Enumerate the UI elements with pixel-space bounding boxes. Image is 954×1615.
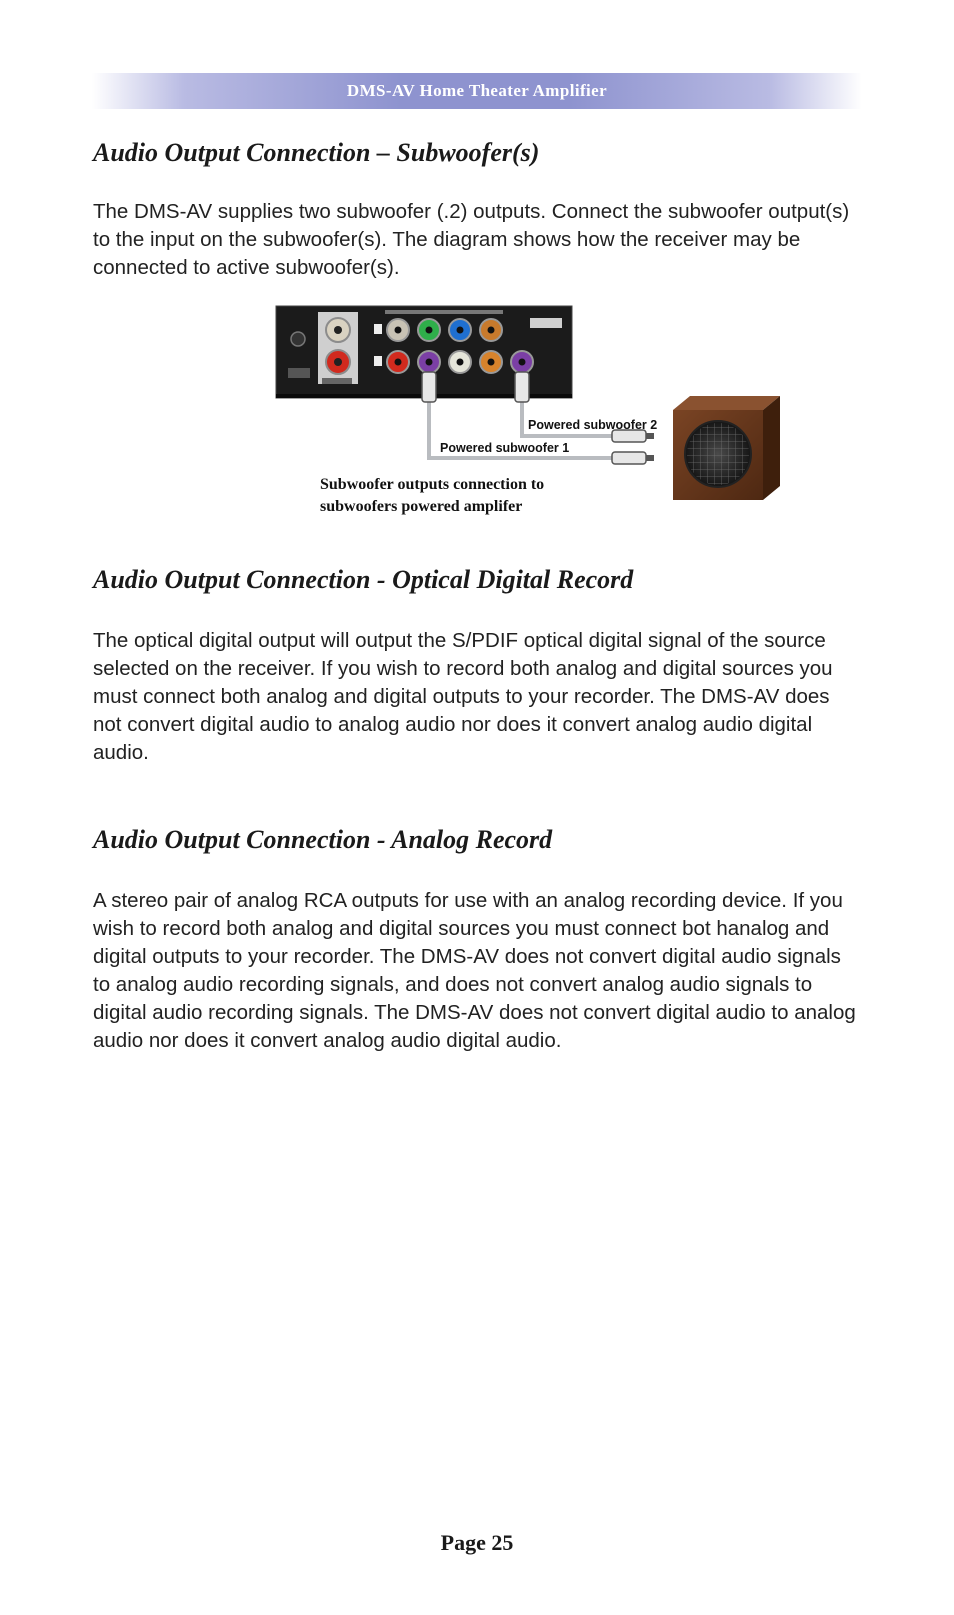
subwoofer-speaker [673,396,780,500]
cabinet-side [763,396,780,500]
panel-label-setup [288,368,310,378]
ground-screw [291,332,305,346]
section-body-subwoofer: The DMS-AV supplies two subwoofer (.2) outputs. Connect the subwoofer output(s) to the input on the subwoofer(s). The diagram shows how the receiver may be connected to active subwoofer(s). [93,200,850,279]
cabinet-top [673,396,780,410]
panel-badge [530,318,562,328]
jack-center-4 [488,327,495,334]
plug-sub2-tip [646,433,654,439]
indicator-box-1 [374,324,382,334]
jack-center-9 [519,359,526,366]
rca-jack-white-center [334,326,342,334]
plug-sub1-receiver [422,372,436,402]
section-title-subwoofer: Audio Output Connection – Subwoofer(s) [93,138,540,167]
section-title-optical: Audio Output Connection - Optical Digital Record [93,565,634,594]
panel-label-rec [322,378,352,384]
plug-sub2-receiver [515,372,529,402]
plug-sub1-end [612,452,646,464]
subwoofer-connection-diagram [0,0,954,530]
jack-center-6 [426,359,433,366]
section-body-optical: The optical digital output will output the S/PDIF optical digital signal of the source selected on the receiver. If you wish to record both analog and digital sources you must connect both analog and digital outputs to your recorder. The DMS-AV does not convert digital audio to analog audio nor does it convert analog audio digital audio. [93,629,833,764]
plug-sub1-tip [646,455,654,461]
jack-center-1 [395,327,402,334]
panel-tick-labels [385,310,503,314]
rca-jack-red-center [334,358,342,366]
jack-center-3 [457,327,464,334]
woofer-grill-mesh [687,423,749,485]
section-title-analog: Audio Output Connection - Analog Record [93,825,553,854]
jack-center-8 [488,359,495,366]
indicator-box-2 [374,356,382,366]
header-title: DMS-AV Home Theater Amplifier [346,81,608,100]
jack-center-7 [457,359,464,366]
diagram-caption-line-1: Subwoofer outputs connection to [320,476,545,493]
label-powered-subwoofer-2: Powered subwoofer 2 [528,418,658,432]
page-number: Page 25 [440,1530,514,1555]
section-body-analog: A stereo pair of analog RCA outputs for use with an analog recording device. If you wish to record both analog and digital sources you must connect bot hanalog and digital outputs to your recorder. The DMS-AV does not convert digital audio signals to analog audio recording signals, and does not convert analog audio signals to digital audio recording signals. The DMS-AV does not convert digital audio to analog audio nor does it convert analog audio digital audio. [93,889,856,1052]
jack-center-2 [426,327,433,334]
label-powered-subwoofer-1: Powered subwoofer 1 [440,441,570,455]
diagram-caption-line-2: subwoofers powered amplifer [320,498,523,515]
jack-center-5 [395,359,402,366]
